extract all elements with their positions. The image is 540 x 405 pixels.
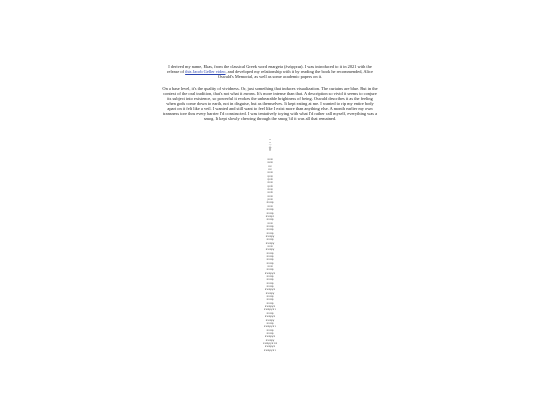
- glyph-line: εναρ: [266, 277, 274, 282]
- glyph-line: εναρ: [266, 274, 274, 279]
- intro-text-end: , and developed my relationship with it by reading the book he recommended, Alice Oswald's Memorial, as well as some academic papers on it.: [217, 69, 373, 80]
- glyph-line: ενα: [267, 170, 273, 175]
- glyph-line: εναργ: [265, 233, 275, 238]
- intro-text-start: I derived my name, Ekas, from the classical Greek word enargeia (ἐνάργεια). I was introduced to it in 2021 with the release of: [167, 64, 372, 75]
- glyph-line: εν: [268, 167, 272, 172]
- glyph-line: εκα: [267, 160, 273, 165]
- glyph-line: εναρ: [266, 300, 274, 305]
- definition-text-rest: . It's more intense than that. A description so vivid it seems to conjure its subject into existence, so powerful it evokes the unbearable brightness of being. Oswald describes it as the feeling when gods come down to earth, not in disguise, but as themselves. It kept eating at me. I wanted to rip my entire body apart on it felt like a veil. I wanted and still want to feel like I exist more than anything else. A month earlier my own transness tore thru every barrier I'd constructed. I was tentatively toying with what I'd rather call myself, everything was a smog. It kept slowly chewing through the smog 'til it was all that remained.: [162, 91, 378, 122]
- glyph-line: ενά: [267, 183, 273, 188]
- glyph-line: εναρ: [266, 297, 274, 302]
- means-emphasis: means: [243, 91, 255, 97]
- glyph-line: εναργε: [264, 344, 276, 349]
- glyph-line: εναρ: [266, 253, 274, 258]
- glyph-column-head: — — 三 目: [268, 136, 272, 151]
- glyph-line: ενα: [267, 264, 273, 268]
- glyph-line: εναργ: [265, 290, 275, 295]
- glyph-line: εναργε: [264, 287, 276, 292]
- glyph-line: ἐνα: [267, 187, 273, 192]
- glyph-line: εναρ: [266, 310, 274, 315]
- glyph-line: εναρ: [266, 260, 274, 265]
- glyph-line: εναργε: [264, 334, 276, 339]
- glyph-line: εναρ: [266, 280, 274, 285]
- definition-paragraph: [162, 86, 378, 121]
- glyph-line: ἐνα: [267, 180, 273, 185]
- glyph-line: ενά: [267, 190, 273, 195]
- glyph-column-lines: [262, 158, 278, 352]
- glyph-line: εναργε: [264, 314, 276, 319]
- glyph-line: εναρ: [266, 327, 274, 332]
- glyph-line: εναρ: [266, 257, 274, 262]
- glyph-line: εναργε: [264, 270, 276, 275]
- glyph-line: εναργ: [265, 240, 275, 245]
- glyph-line: ενα: [267, 157, 273, 161]
- glyph-line: εναργει: [263, 347, 277, 352]
- glyph-line: ενα: [267, 220, 273, 225]
- glyph-line: ενα: [267, 193, 273, 198]
- glyph-line: εναρ: [266, 230, 274, 235]
- glyph-line: εναρ: [266, 237, 274, 242]
- glyph-line: εναρ: [266, 330, 274, 335]
- glyph-line: εναρ: [266, 267, 274, 272]
- glyph-line: εναρ: [266, 294, 274, 299]
- glyph-line: εναρ: [266, 210, 274, 215]
- glyph-line: εναργ: [265, 337, 275, 342]
- glyph-line: ενα: [267, 173, 273, 178]
- glyph-line: ενα: [267, 243, 273, 248]
- glyph-line: εναρ: [266, 207, 274, 212]
- glyph-line: εναρ: [266, 284, 274, 289]
- jacob-geller-video-link[interactable]: this Jacob Geller video: [185, 69, 226, 75]
- glyph-line: ενα: [267, 197, 273, 202]
- glyph-line: εν: [268, 163, 272, 168]
- glyph-line: εναργεια: [263, 340, 277, 345]
- glyph-line: εναργει: [263, 324, 277, 329]
- glyph-line: ἐναρ: [266, 200, 274, 205]
- glyph-line: ἐνά: [267, 177, 273, 182]
- glyph-line: εναργ: [265, 247, 275, 252]
- glyph-line: ενα: [267, 203, 273, 208]
- intro-paragraph: [162, 64, 378, 79]
- glyph-line: εναρι: [265, 213, 275, 218]
- glyph-line: εναρ: [266, 223, 274, 228]
- glyph-line: εναρ: [266, 250, 274, 255]
- glyph-line: εναρ: [266, 320, 274, 325]
- glyph-line: εναργ: [265, 317, 275, 322]
- glyph-line: εναργει: [263, 307, 277, 312]
- definition-text-start: On a base level, it's the quality of vividness. Or, just something that induces visualization. The curtains are blue. But in the context of the oral tradition, that's not what it: [162, 86, 378, 97]
- glyph-line: εναργε: [264, 304, 276, 309]
- glyph-line: εναρ: [266, 217, 274, 222]
- enargeia-glyph-column: [262, 131, 278, 359]
- glyph-line: εναρ: [266, 227, 274, 232]
